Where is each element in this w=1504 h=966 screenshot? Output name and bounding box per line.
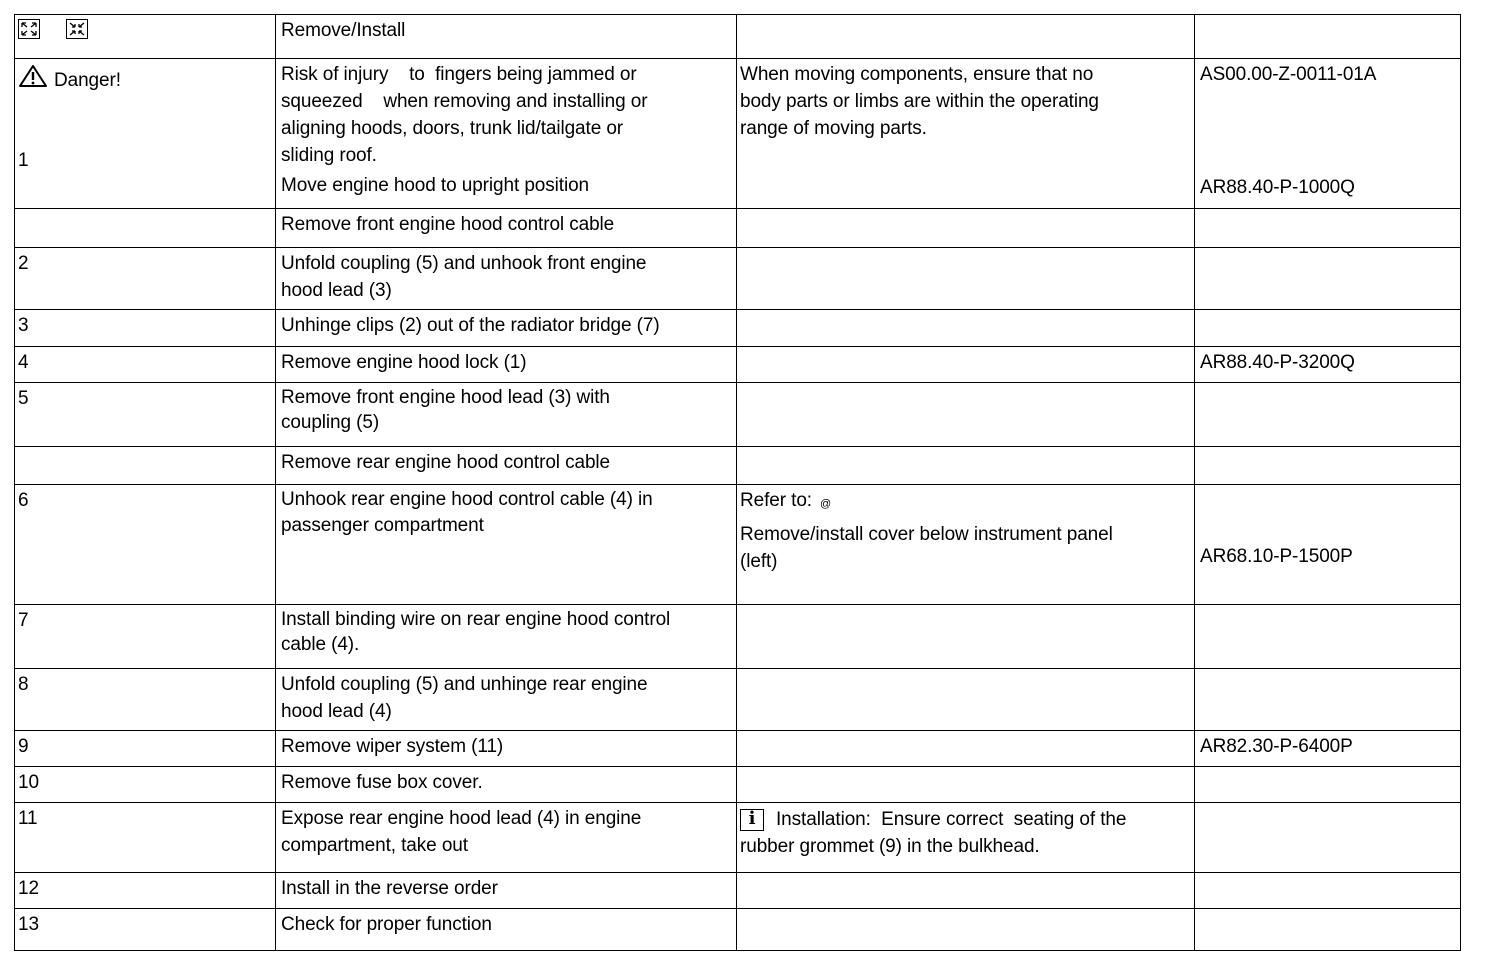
step-note (737, 767, 1195, 803)
step-text (276, 669, 737, 731)
danger-text-line: sliding roof. (281, 145, 377, 166)
step-ref (1195, 605, 1461, 669)
section-row-rear (15, 447, 1461, 485)
step-ref (1195, 873, 1461, 909)
step-text-line: Remove wiper system (11) (281, 736, 504, 757)
step-text (276, 485, 737, 605)
step-number: 8 (15, 669, 276, 731)
info-text-line: Installation: Ensure correct seating of the (776, 809, 1127, 830)
step-1-text: Move engine hood to upright position (281, 175, 590, 196)
step-note (737, 248, 1195, 310)
step-number: 7 (15, 605, 276, 669)
step-text-line: Remove front engine hood lead (3) with (281, 387, 610, 408)
step-1-number: 1 (18, 150, 29, 171)
step-note (737, 485, 1195, 605)
step-note (737, 873, 1195, 909)
step-number: 9 (15, 731, 276, 767)
step-ref (1195, 909, 1461, 951)
step-note (737, 731, 1195, 767)
section-title-front: Remove front engine hood control cable (276, 209, 737, 248)
section-empty (1195, 209, 1461, 248)
step-text (276, 909, 737, 951)
info-text-line: rubber grommet (9) in the bulkhead. (740, 836, 1040, 857)
step-text-line: Install binding wire on rear engine hood control (281, 609, 671, 630)
danger-note-line: body parts or limbs are within the operating (740, 91, 1099, 112)
step-note (737, 669, 1195, 731)
step-text (276, 347, 737, 383)
table-row (15, 347, 1461, 383)
table-row (15, 873, 1461, 909)
table-row (15, 605, 1461, 669)
step-text-line: compartment, take out (281, 835, 468, 856)
step-text-line: Unhook rear engine hood control cable (4) in (281, 489, 653, 510)
danger-note (737, 59, 1195, 209)
step-ref (1195, 310, 1461, 347)
refer-link[interactable]: (left) (740, 551, 778, 572)
header-row (15, 15, 1461, 59)
step-text-line: Unhinge clips (2) out of the radiator bridge (7) (281, 315, 660, 336)
step-number: 11 (15, 803, 276, 873)
table-row (15, 909, 1461, 951)
step-ref (1195, 485, 1461, 605)
step-text-line: Unfold coupling (5) and unhook front engine (281, 253, 647, 274)
step-text-line: Remove engine hood lock (1) (281, 352, 527, 373)
step-note (737, 347, 1195, 383)
step-text-line: hood lead (3) (281, 280, 392, 301)
danger-note-line: When moving components, ensure that no (740, 64, 1094, 85)
header-icons-cell (15, 15, 276, 59)
step-text-line: Install in the reverse order (281, 878, 498, 899)
table-row (15, 248, 1461, 310)
step-text (276, 248, 737, 310)
step-ref[interactable]: AR82.30-P-6400P (1195, 731, 1461, 767)
warning-triangle-icon (18, 64, 48, 88)
step-text (276, 873, 737, 909)
table-row (15, 310, 1461, 347)
step-note (737, 803, 1195, 873)
danger-ref[interactable]: AS00.00-Z-0011-01A (1200, 64, 1377, 85)
danger-text-line: Risk of injury to fingers being jammed or (281, 64, 637, 85)
step-ref (1195, 383, 1461, 447)
refer-link[interactable]: Remove/install cover below instrument panel (740, 524, 1113, 545)
header-empty-4 (1195, 15, 1461, 59)
step-ref (1195, 669, 1461, 731)
header-empty-3 (737, 15, 1195, 59)
section-empty (737, 209, 1195, 248)
step-number: 4 (15, 347, 276, 383)
step-1-ref[interactable]: AR88.40-P-1000Q (1200, 177, 1355, 198)
section-empty (1195, 447, 1461, 485)
step-ref (1195, 803, 1461, 873)
step-text (276, 803, 737, 873)
section-empty (737, 447, 1195, 485)
step-number: 10 (15, 767, 276, 803)
step-text-line: Expose rear engine hood lead (4) in engine (281, 808, 642, 829)
danger-text (276, 59, 737, 209)
step-note (737, 383, 1195, 447)
step-text-line: passenger compartment (281, 515, 484, 536)
info-icon: i (740, 809, 764, 831)
step-number: 3 (15, 310, 276, 347)
table-row (15, 485, 1461, 605)
step-note (737, 310, 1195, 347)
danger-label: Danger! (54, 70, 121, 91)
header-title: Remove/Install (276, 15, 737, 59)
section-empty (15, 447, 276, 485)
step-text-line: Unfold coupling (5) and unhinge rear engine (281, 674, 648, 695)
step-number: 2 (15, 248, 276, 310)
step-note (737, 909, 1195, 951)
procedure-sheet (14, 14, 1460, 951)
step-number: 6 (15, 485, 276, 605)
danger-text-line: aligning hoods, doors, trunk lid/tailgate or (281, 118, 624, 139)
step-text-line: Check for proper function (281, 914, 492, 935)
step-number: 5 (15, 383, 276, 447)
danger-text-line: squeezed when removing and installing or (281, 91, 648, 112)
step-text (276, 383, 737, 447)
step-text-line: cable (4). (281, 634, 360, 655)
collapse-icon[interactable] (66, 19, 88, 39)
step-note (737, 605, 1195, 669)
refer-label: Refer to: (740, 490, 812, 511)
step-ref-link[interactable]: AR68.10-P-1500P (1200, 546, 1353, 567)
at-icon[interactable]: @ (819, 498, 832, 510)
procedure-table (14, 14, 1461, 951)
step-text (276, 731, 737, 767)
section-title-rear: Remove rear engine hood control cable (276, 447, 737, 485)
step-number: 12 (15, 873, 276, 909)
danger-cell (15, 59, 276, 209)
table-row (15, 669, 1461, 731)
danger-note-line: range of moving parts. (740, 118, 927, 139)
danger-row (15, 59, 1461, 209)
table-row (15, 767, 1461, 803)
step-text (276, 605, 737, 669)
table-row (15, 803, 1461, 873)
step-text (276, 767, 737, 803)
table-row (15, 383, 1461, 447)
step-text-line: hood lead (4) (281, 701, 392, 722)
table-row (15, 731, 1461, 767)
danger-ref-cell (1195, 59, 1461, 209)
step-ref (1195, 767, 1461, 803)
expand-icon[interactable] (18, 19, 40, 39)
step-ref[interactable]: AR88.40-P-3200Q (1195, 347, 1461, 383)
step-number: 13 (15, 909, 276, 951)
section-row-front (15, 209, 1461, 248)
step-text-line: coupling (5) (281, 412, 380, 433)
section-empty (15, 209, 276, 248)
step-text-line: Remove fuse box cover. (281, 772, 483, 793)
step-ref (1195, 248, 1461, 310)
step-text (276, 310, 737, 347)
